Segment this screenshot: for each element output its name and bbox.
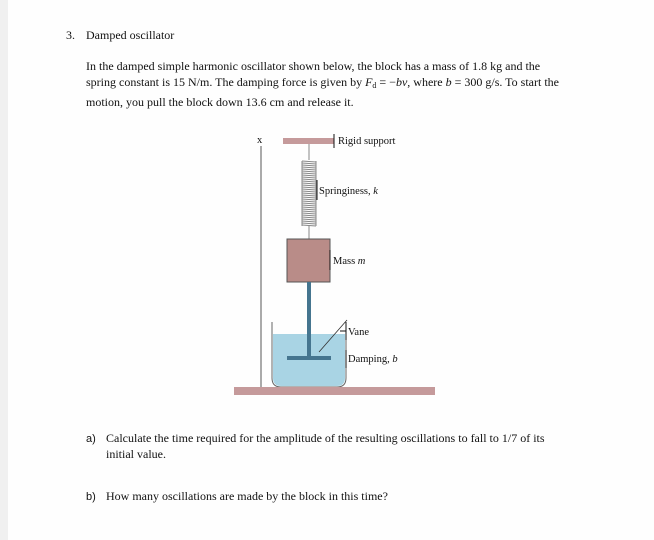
damping-force-subscript: d — [372, 81, 377, 90]
vane-label: Vane — [348, 327, 369, 338]
rigid-support-label: Rigid support — [338, 136, 396, 147]
part-a — [86, 431, 606, 462]
vane-plate — [287, 356, 331, 360]
part-b-label: b) — [86, 491, 96, 503]
b-symbol: b — [445, 75, 452, 89]
bv-symbol: bv — [395, 75, 408, 89]
part-a-label: a) — [86, 433, 96, 445]
damping-force-symbol: F — [365, 75, 373, 89]
equals-minus: = − — [376, 75, 396, 89]
vane-rod — [307, 282, 311, 358]
springiness-label: Springiness, k — [319, 186, 378, 197]
question-title: Damped oscillator — [86, 28, 175, 42]
mass-block — [287, 239, 330, 282]
part-a-text: Calculate the time required for the amplitude of the resulting oscillations to fall to 1/7 of its — [106, 431, 545, 445]
statement-line-3: motion, you pull the block down 13.6 cm and release it. — [86, 95, 354, 109]
statement-text-end: = 300 g/s. To start the — [451, 75, 559, 89]
rigid-support — [283, 138, 334, 144]
floor — [234, 387, 435, 395]
x-axis-label: x — [257, 135, 263, 146]
part-a-text-cont: initial value. — [106, 447, 166, 461]
statement-line-1: In the damped simple harmonic oscillator shown below, the block has a mass of 1.8 kg and the — [86, 59, 541, 73]
statement-text: spring constant is 15 N/m. The damping force is given by — [86, 75, 366, 89]
mass-label: Mass m — [333, 256, 366, 267]
damping-label: Damping, b — [348, 354, 398, 365]
part-b-text: How many oscillations are made by the block in this time? — [106, 489, 388, 503]
spring — [302, 144, 316, 239]
part-b — [86, 489, 388, 504]
question-number: 3. — [66, 28, 75, 42]
where-text: , where — [407, 75, 446, 89]
